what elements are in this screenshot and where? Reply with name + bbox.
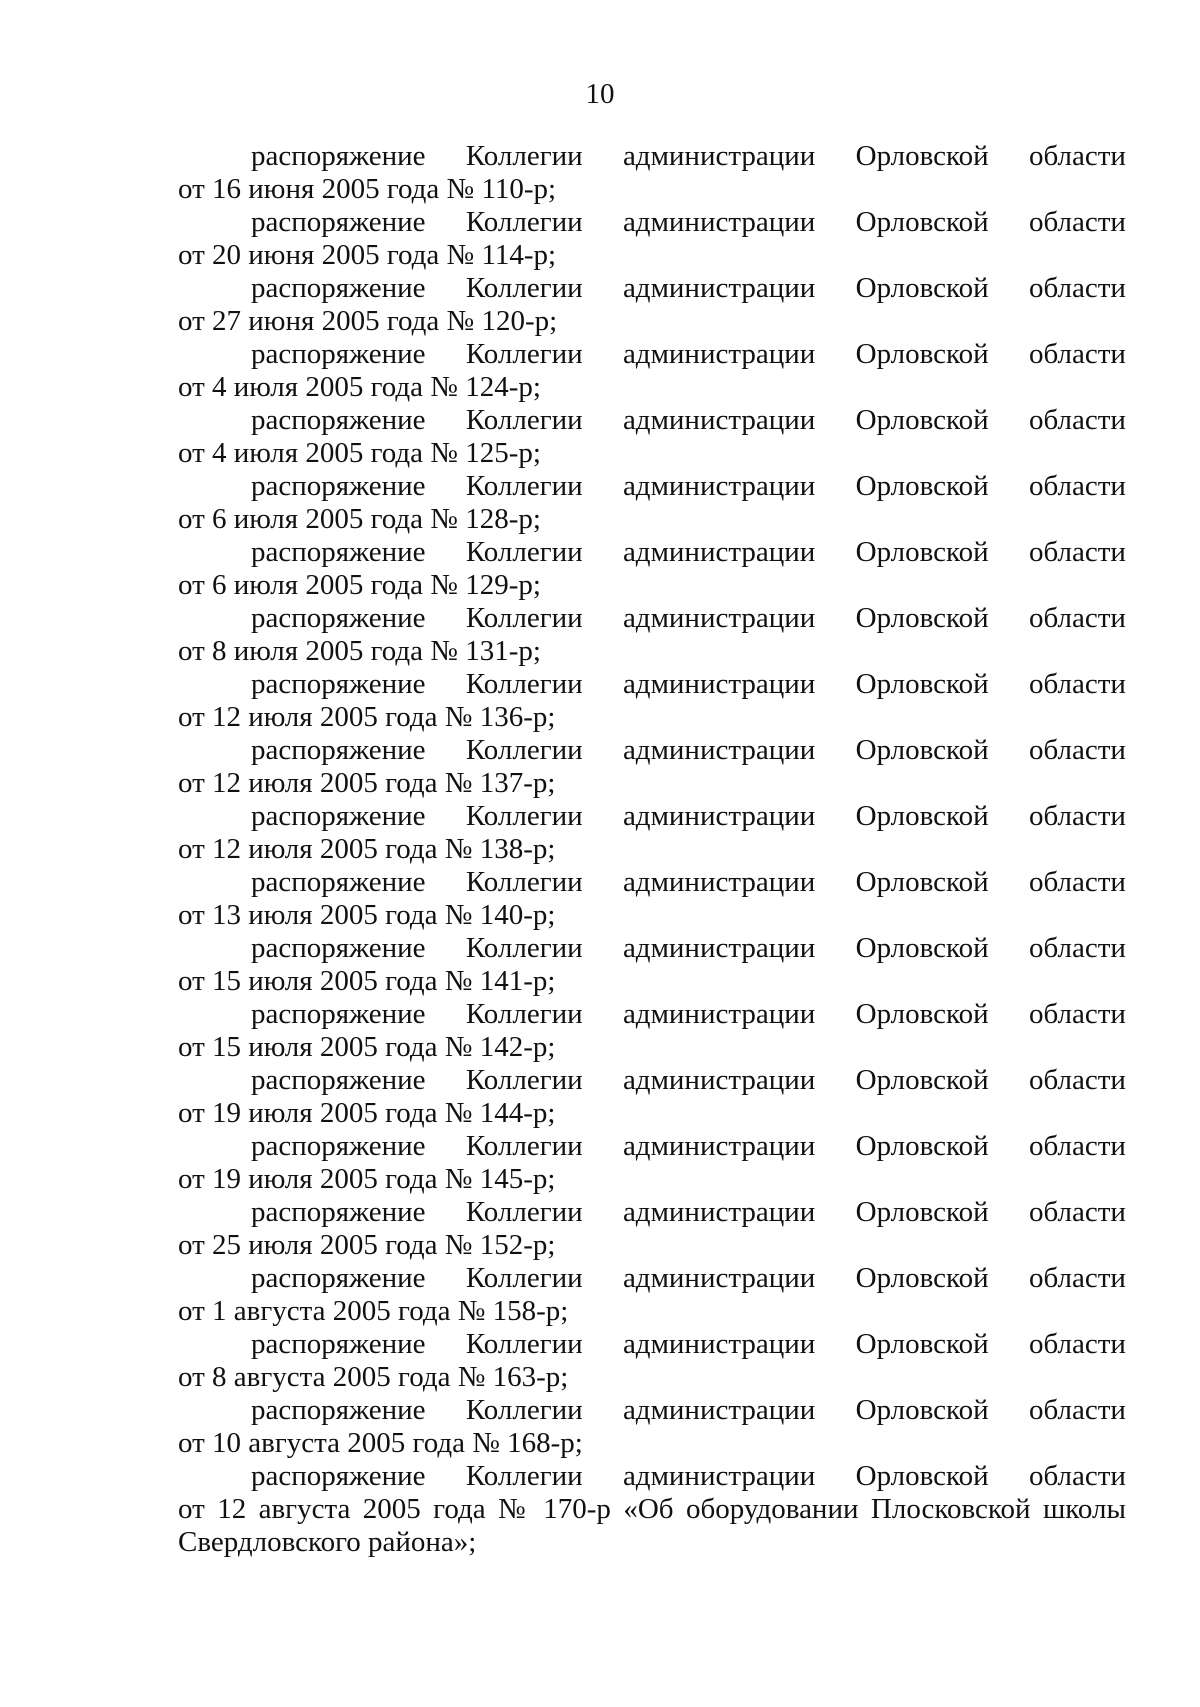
entry-reference: от 12 июля 2005 года № 138-р; [178,833,556,865]
entry-heading-word: распоряжение [251,602,426,634]
list-item [178,1196,1126,1262]
entry-reference: от 12 июля 2005 года № 137-р; [178,767,556,799]
entry-heading-word: Коллегии [465,602,583,634]
entry-heading-word: Орловской [855,470,989,502]
entry-heading-word: администрации [622,1262,816,1294]
entry-heading-word: Орловской [855,1130,989,1162]
entry-heading-word: Коллегии [465,140,583,172]
entry-heading-word: администрации [622,602,816,634]
entry-heading-word: Коллегии [465,272,583,304]
entry-heading-word: области [1029,602,1126,634]
page-number: 10 [585,78,615,110]
entry-heading-word: Коллегии [465,1064,583,1096]
entry-heading-word: распоряжение [251,1064,426,1096]
entry-heading-word: администрации [622,1328,816,1360]
entry-heading-line [178,668,1126,701]
list-item [178,602,1126,668]
entry-heading-line [178,1196,1126,1229]
entry-heading-word: распоряжение [251,1460,426,1492]
entry-heading-word: области [1029,866,1126,898]
entry-heading-word: администрации [622,1460,816,1492]
entry-heading-word: области [1029,470,1126,502]
entry-heading-word: Орловской [855,536,989,568]
entry-heading-word: Орловской [855,1394,989,1426]
entry-heading-word: Орловской [855,668,989,700]
entry-reference: от 8 августа 2005 года № 163-р; [178,1361,569,1393]
entry-reference: от 27 июня 2005 года № 120-р; [178,305,558,337]
entry-heading-word: Орловской [855,1196,989,1228]
entry-heading-word: области [1029,1262,1126,1294]
entry-heading-word: Орловской [855,602,989,634]
entry-heading-word: администрации [622,404,816,436]
entry-heading-line [178,206,1126,239]
entry-heading-word: области [1029,1328,1126,1360]
entry-heading-word: распоряжение [251,998,426,1030]
entry-heading-line [178,1460,1126,1493]
entry-reference: от 10 августа 2005 года № 168-р; [178,1427,583,1459]
entry-heading-word: администрации [622,206,816,238]
list-item [178,998,1126,1064]
entry-heading-line [178,140,1126,173]
entry-reference: от 4 июля 2005 года № 125-р; [178,437,541,469]
entry-reference: от 15 июля 2005 года № 142-р; [178,1031,556,1063]
entry-heading-line [178,998,1126,1031]
entry-heading-word: распоряжение [251,404,426,436]
entry-heading-word: распоряжение [251,1262,426,1294]
list-item [178,1130,1126,1196]
entry-heading-line [178,800,1126,833]
list-item [178,734,1126,800]
entry-heading-word: Орловской [855,404,989,436]
entry-heading-word: Коллегии [465,536,583,568]
entry-heading-word: Орловской [855,932,989,964]
entry-heading-word: администрации [622,668,816,700]
entry-heading-word: Коллегии [465,404,583,436]
entry-heading-line [178,1064,1126,1097]
entry-reference: от 6 июля 2005 года № 128-р; [178,503,541,535]
entry-heading-word: Коллегии [465,1130,583,1162]
list-item [178,1262,1126,1328]
entry-heading-word: Коллегии [465,1328,583,1360]
entry-heading-line [178,272,1126,305]
entry-heading-line [178,470,1126,503]
entry-heading-word: администрации [622,734,816,766]
entry-heading-line [178,734,1126,767]
entry-heading-word: Орловской [855,1064,989,1096]
entry-heading-word: Орловской [855,140,989,172]
entry-heading-word: распоряжение [251,668,426,700]
entry-heading-word: области [1029,404,1126,436]
entry-heading-word: Орловской [855,1460,989,1492]
entry-heading-word: распоряжение [251,800,426,832]
entry-heading-word: администрации [622,1394,816,1426]
entry-heading-word: администрации [622,1064,816,1096]
entry-reference: от 12 июля 2005 года № 136-р; [178,701,556,733]
entry-heading-word: распоряжение [251,470,426,502]
entry-heading-line [178,1262,1126,1295]
entry-heading-word: администрации [622,932,816,964]
entry-heading-word: Коллегии [465,800,583,832]
entry-reference: от 1 августа 2005 года № 158-р; [178,1295,569,1327]
entry-heading-word: администрации [622,272,816,304]
entry-heading-line [178,404,1126,437]
entry-reference: от 12 августа 2005 года № 170-р «Об оборудовании Плосковской школы [178,1493,1126,1525]
entry-heading-word: распоряжение [251,1328,426,1360]
entry-heading-word: Коллегии [465,1394,583,1426]
list-item [178,800,1126,866]
entry-heading-word: распоряжение [251,1130,426,1162]
entry-reference: от 6 июля 2005 года № 129-р; [178,569,541,601]
entry-heading-word: области [1029,998,1126,1030]
entry-heading-word: администрации [622,998,816,1030]
entry-heading-word: Коллегии [465,668,583,700]
entry-heading-word: Коллегии [465,734,583,766]
list-item [178,140,1126,206]
document-body [178,140,1126,1559]
list-item [178,404,1126,470]
entry-heading-word: Орловской [855,1328,989,1360]
entry-reference: от 16 июня 2005 года № 110-р; [178,173,557,205]
entry-heading-word: Орловской [855,1262,989,1294]
entry-reference: от 13 июля 2005 года № 140-р; [178,899,556,931]
entry-heading-line [178,338,1126,371]
entry-reference: от 15 июля 2005 года № 141-р; [178,965,556,997]
entry-heading-word: Коллегии [465,338,583,370]
list-item [178,1394,1126,1460]
entry-heading-word: области [1029,206,1126,238]
entry-heading-word: администрации [622,338,816,370]
entry-heading-word: области [1029,140,1126,172]
entry-heading-word: области [1029,1064,1126,1096]
entry-reference: от 19 июля 2005 года № 144-р; [178,1097,556,1129]
list-item [178,866,1126,932]
entry-heading-word: администрации [622,800,816,832]
entry-heading-word: распоряжение [251,536,426,568]
entry-heading-word: Коллегии [465,998,583,1030]
entry-heading-word: администрации [622,536,816,568]
entry-heading-word: распоряжение [251,1196,426,1228]
entry-heading-word: Коллегии [465,470,583,502]
entry-heading-word: администрации [622,1130,816,1162]
entry-heading-word: Орловской [855,800,989,832]
entry-heading-line [178,602,1126,635]
list-item [178,668,1126,734]
entry-heading-word: администрации [622,140,816,172]
entry-heading-word: области [1029,1394,1126,1426]
entry-heading-word: области [1029,536,1126,568]
entry-reference-continuation: Свердловского района»; [178,1526,477,1558]
entry-heading-word: Орловской [855,206,989,238]
entry-heading-word: Коллегии [465,1196,583,1228]
entry-heading-word: распоряжение [251,272,426,304]
entry-heading-word: распоряжение [251,866,426,898]
entry-heading-word: администрации [622,470,816,502]
entry-heading-word: области [1029,1460,1126,1492]
entry-heading-word: области [1029,272,1126,304]
list-item [178,272,1126,338]
entry-reference: от 19 июля 2005 года № 145-р; [178,1163,556,1195]
entry-heading-word: администрации [622,1196,816,1228]
entry-heading-word: распоряжение [251,338,426,370]
entry-heading-line [178,932,1126,965]
entry-heading-word: Орловской [855,734,989,766]
entry-heading-word: области [1029,932,1126,964]
list-item [178,1064,1126,1130]
list-item [178,338,1126,404]
entry-heading-word: области [1029,338,1126,370]
entry-heading-line [178,866,1126,899]
entry-heading-word: области [1029,800,1126,832]
entry-heading-word: распоряжение [251,734,426,766]
entry-heading-word: Коллегии [465,1460,583,1492]
entry-heading-line [178,1328,1126,1361]
entry-heading-word: Коллегии [465,206,583,238]
list-item [178,470,1126,536]
entry-heading-word: Коллегии [465,932,583,964]
entry-heading-word: распоряжение [251,140,426,172]
entry-heading-word: Коллегии [465,1262,583,1294]
list-item [178,206,1126,272]
entry-heading-word: распоряжение [251,206,426,238]
entry-heading-line [178,536,1126,569]
entry-heading-word: распоряжение [251,1394,426,1426]
list-item-last [178,1460,1126,1559]
entry-reference: от 8 июля 2005 года № 131-р; [178,635,541,667]
entry-heading-line [178,1394,1126,1427]
entry-heading-line [178,1130,1126,1163]
list-item [178,932,1126,998]
entry-heading-word: Коллегии [465,866,583,898]
entry-reference: от 4 июля 2005 года № 124-р; [178,371,541,403]
entry-heading-word: области [1029,734,1126,766]
entry-heading-word: Орловской [855,272,989,304]
entry-reference: от 25 июля 2005 года № 152-р; [178,1229,556,1261]
entry-heading-word: области [1029,1196,1126,1228]
list-item [178,536,1126,602]
entry-heading-word: Орловской [855,998,989,1030]
entry-heading-word: Орловской [855,338,989,370]
entry-heading-word: Орловской [855,866,989,898]
entry-heading-word: области [1029,668,1126,700]
entry-heading-word: администрации [622,866,816,898]
entry-heading-word: распоряжение [251,932,426,964]
entry-reference: от 20 июня 2005 года № 114-р; [178,239,557,271]
list-item [178,1328,1126,1394]
entry-heading-word: области [1029,1130,1126,1162]
